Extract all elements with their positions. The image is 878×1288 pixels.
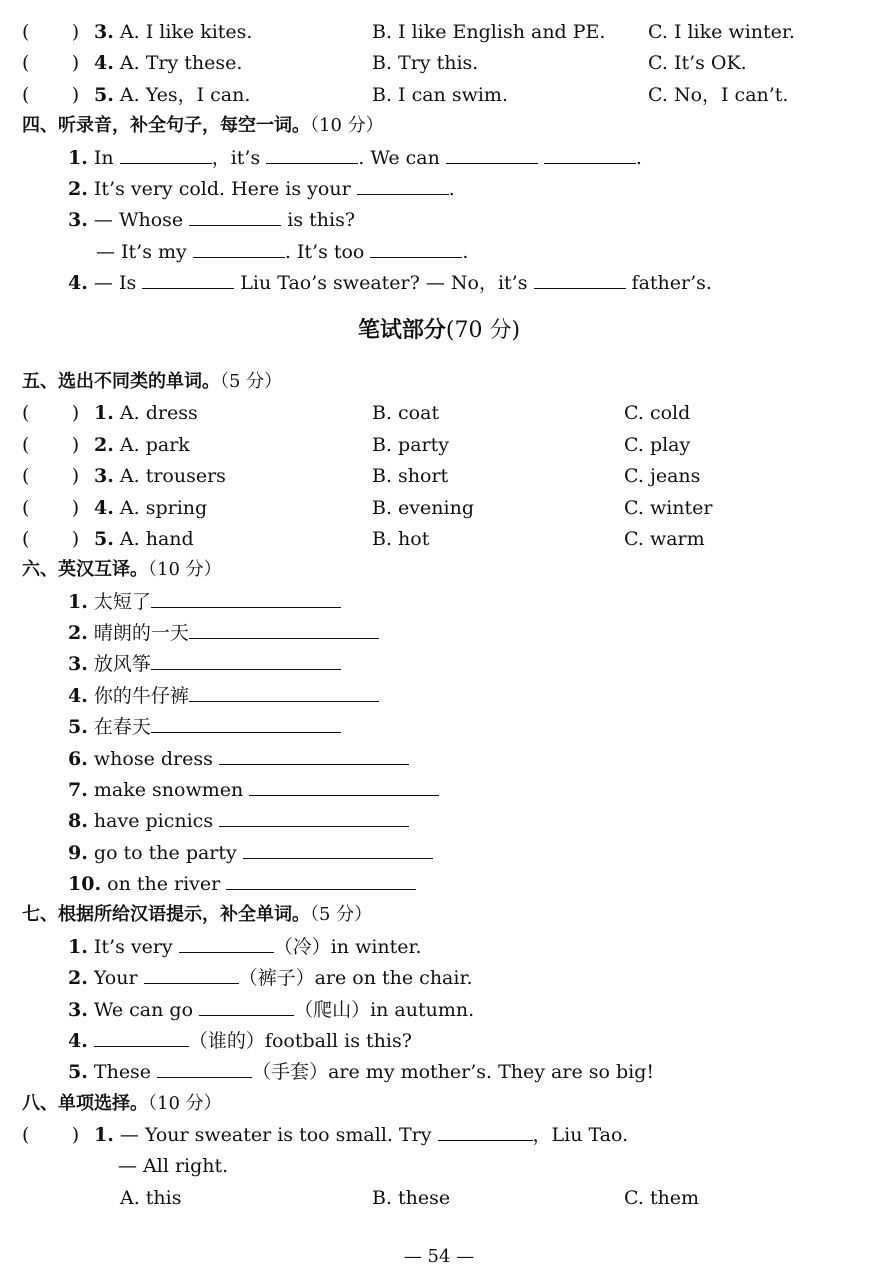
- dialogue-response: — All right.: [118, 1155, 229, 1177]
- answer-blank[interactable]: [189, 207, 281, 226]
- part-title: 笔试部分(70 分): [357, 318, 521, 343]
- question-row: ( ) 1. A. dress: [22, 402, 198, 424]
- question-row: ( ) 4. A. Try these.: [22, 52, 243, 74]
- option-a: A. hand: [119, 528, 194, 550]
- answer-blank[interactable]: [534, 270, 626, 289]
- answer-bracket[interactable]: ( ): [22, 402, 80, 424]
- fill-line: 1. It’s very （冷）in winter.: [68, 936, 422, 958]
- option-c: C. them: [624, 1187, 700, 1209]
- option-c: C. play: [624, 434, 691, 456]
- fill-line: 4. — Is Liu Tao’s sweater? — No，it’s father’s.: [68, 272, 712, 294]
- translation-item: 5. 在春天: [68, 714, 341, 740]
- question-row: ( ) 3. A. I like kites.: [22, 21, 253, 43]
- section-heading: 四、听录音，补全句子，每空一词。（10 分）: [22, 115, 384, 136]
- answer-blank[interactable]: [151, 714, 341, 733]
- fill-line: 5. These （手套）are my mother’s. They are so big!: [68, 1061, 655, 1083]
- option-a: A. trousers: [119, 465, 226, 487]
- answer-blank[interactable]: [243, 840, 433, 859]
- section-heading: 五、选出不同类的单词。（5 分）: [22, 371, 283, 392]
- question-row: ( ) 5. A. hand: [22, 528, 194, 550]
- answer-blank[interactable]: [199, 997, 294, 1016]
- answer-blank[interactable]: [94, 1028, 189, 1047]
- answer-blank[interactable]: [219, 746, 409, 765]
- section-heading: 六、英汉互译。（10 分）: [22, 559, 222, 580]
- option-b: B. short: [372, 465, 449, 487]
- question-row: ( ) 2. A. park: [22, 434, 190, 456]
- option-c: C. warm: [624, 528, 705, 550]
- question-number: 3: [94, 21, 108, 43]
- translation-item: 7. make snowmen: [68, 777, 439, 803]
- question-number: 5: [94, 84, 108, 106]
- option-a: A. Yes，I can.: [119, 84, 251, 106]
- answer-blank[interactable]: [151, 651, 341, 670]
- option-a: A. I like kites.: [119, 21, 253, 43]
- answer-blank[interactable]: [144, 965, 239, 984]
- answer-bracket[interactable]: ( ): [22, 21, 80, 43]
- fill-line: 1. In ，it’s . We can .: [68, 147, 642, 169]
- option-a: A. Try these.: [119, 52, 243, 74]
- option-a: A. dress: [119, 402, 198, 424]
- option-c: C. No，I can’t.: [648, 84, 789, 106]
- option-c: C. winter: [624, 497, 713, 519]
- answer-bracket[interactable]: ( ): [22, 84, 80, 106]
- answer-blank[interactable]: [151, 589, 341, 608]
- option-a: A. spring: [119, 497, 208, 519]
- answer-blank[interactable]: [157, 1059, 252, 1078]
- translation-item: 8. have picnics: [68, 808, 409, 834]
- translation-item: 3. 放风筝: [68, 651, 341, 677]
- option-c: C. I like winter.: [648, 21, 795, 43]
- answer-blank[interactable]: [142, 270, 234, 289]
- section-heading: 八、单项选择。（10 分）: [22, 1093, 222, 1114]
- answer-blank[interactable]: [226, 871, 416, 890]
- translation-item: 4. 你的牛仔裤: [68, 683, 379, 709]
- option-b: B. these: [372, 1187, 451, 1209]
- section-heading: 七、根据所给汉语提示，补全单词。（5 分）: [22, 904, 373, 925]
- option-b: B. coat: [372, 402, 440, 424]
- question-row: ( ) 4. A. spring: [22, 497, 208, 519]
- fill-line: 4. （谁的）football is this?: [68, 1030, 412, 1052]
- answer-blank[interactable]: [357, 176, 449, 195]
- option-a: A. park: [119, 434, 190, 456]
- answer-blank[interactable]: [446, 145, 538, 164]
- fill-line: 2. It’s very cold. Here is your .: [68, 178, 455, 200]
- question-row: ( ) 3. A. trousers: [22, 465, 226, 487]
- option-a: A. this: [120, 1187, 182, 1209]
- answer-blank[interactable]: [179, 934, 274, 953]
- answer-blank[interactable]: [219, 808, 409, 827]
- answer-blank[interactable]: [249, 777, 439, 796]
- answer-bracket[interactable]: ( ): [22, 52, 80, 74]
- fill-line: 2. Your （裤子）are on the chair.: [68, 967, 473, 989]
- answer-blank[interactable]: [189, 620, 379, 639]
- translation-item: 10. on the river: [68, 871, 416, 897]
- page-number: — 54 —: [403, 1246, 475, 1267]
- question-number: 4: [94, 52, 108, 74]
- answer-bracket[interactable]: ( ): [22, 497, 80, 519]
- answer-bracket[interactable]: ( ): [22, 528, 80, 550]
- translation-item: 2. 晴朗的一天: [68, 620, 379, 646]
- option-b: B. I like English and PE.: [372, 21, 606, 43]
- option-b: B. Try this.: [372, 52, 479, 74]
- option-b: B. hot: [372, 528, 430, 550]
- translation-item: 9. go to the party: [68, 840, 433, 866]
- question-row: ( ) 1. — Your sweater is too small. Try ，Liu Tao.: [22, 1124, 629, 1146]
- answer-blank[interactable]: [193, 239, 285, 258]
- answer-blank[interactable]: [120, 145, 212, 164]
- answer-blank[interactable]: [266, 145, 358, 164]
- answer-blank[interactable]: [544, 145, 636, 164]
- question-row: ( ) 5. A. Yes，I can.: [22, 84, 251, 106]
- translation-item: 1. 太短了: [68, 589, 341, 615]
- answer-blank[interactable]: [370, 239, 462, 258]
- translation-item: 6. whose dress: [68, 746, 409, 772]
- option-b: B. I can swim.: [372, 84, 508, 106]
- fill-line: — It’s my . It’s too .: [96, 241, 469, 263]
- option-b: B. party: [372, 434, 449, 456]
- answer-blank[interactable]: [189, 683, 379, 702]
- option-c: C. cold: [624, 402, 691, 424]
- fill-line: 3. — Whose is this?: [68, 209, 356, 231]
- answer-bracket[interactable]: ( ): [22, 1124, 80, 1146]
- option-b: B. evening: [372, 497, 474, 519]
- answer-bracket[interactable]: ( ): [22, 434, 80, 456]
- answer-bracket[interactable]: ( ): [22, 465, 80, 487]
- option-c: C. jeans: [624, 465, 701, 487]
- answer-blank[interactable]: [438, 1122, 533, 1141]
- option-c: C. It’s OK.: [648, 52, 747, 74]
- fill-line: 3. We can go （爬山）in autumn.: [68, 999, 475, 1021]
